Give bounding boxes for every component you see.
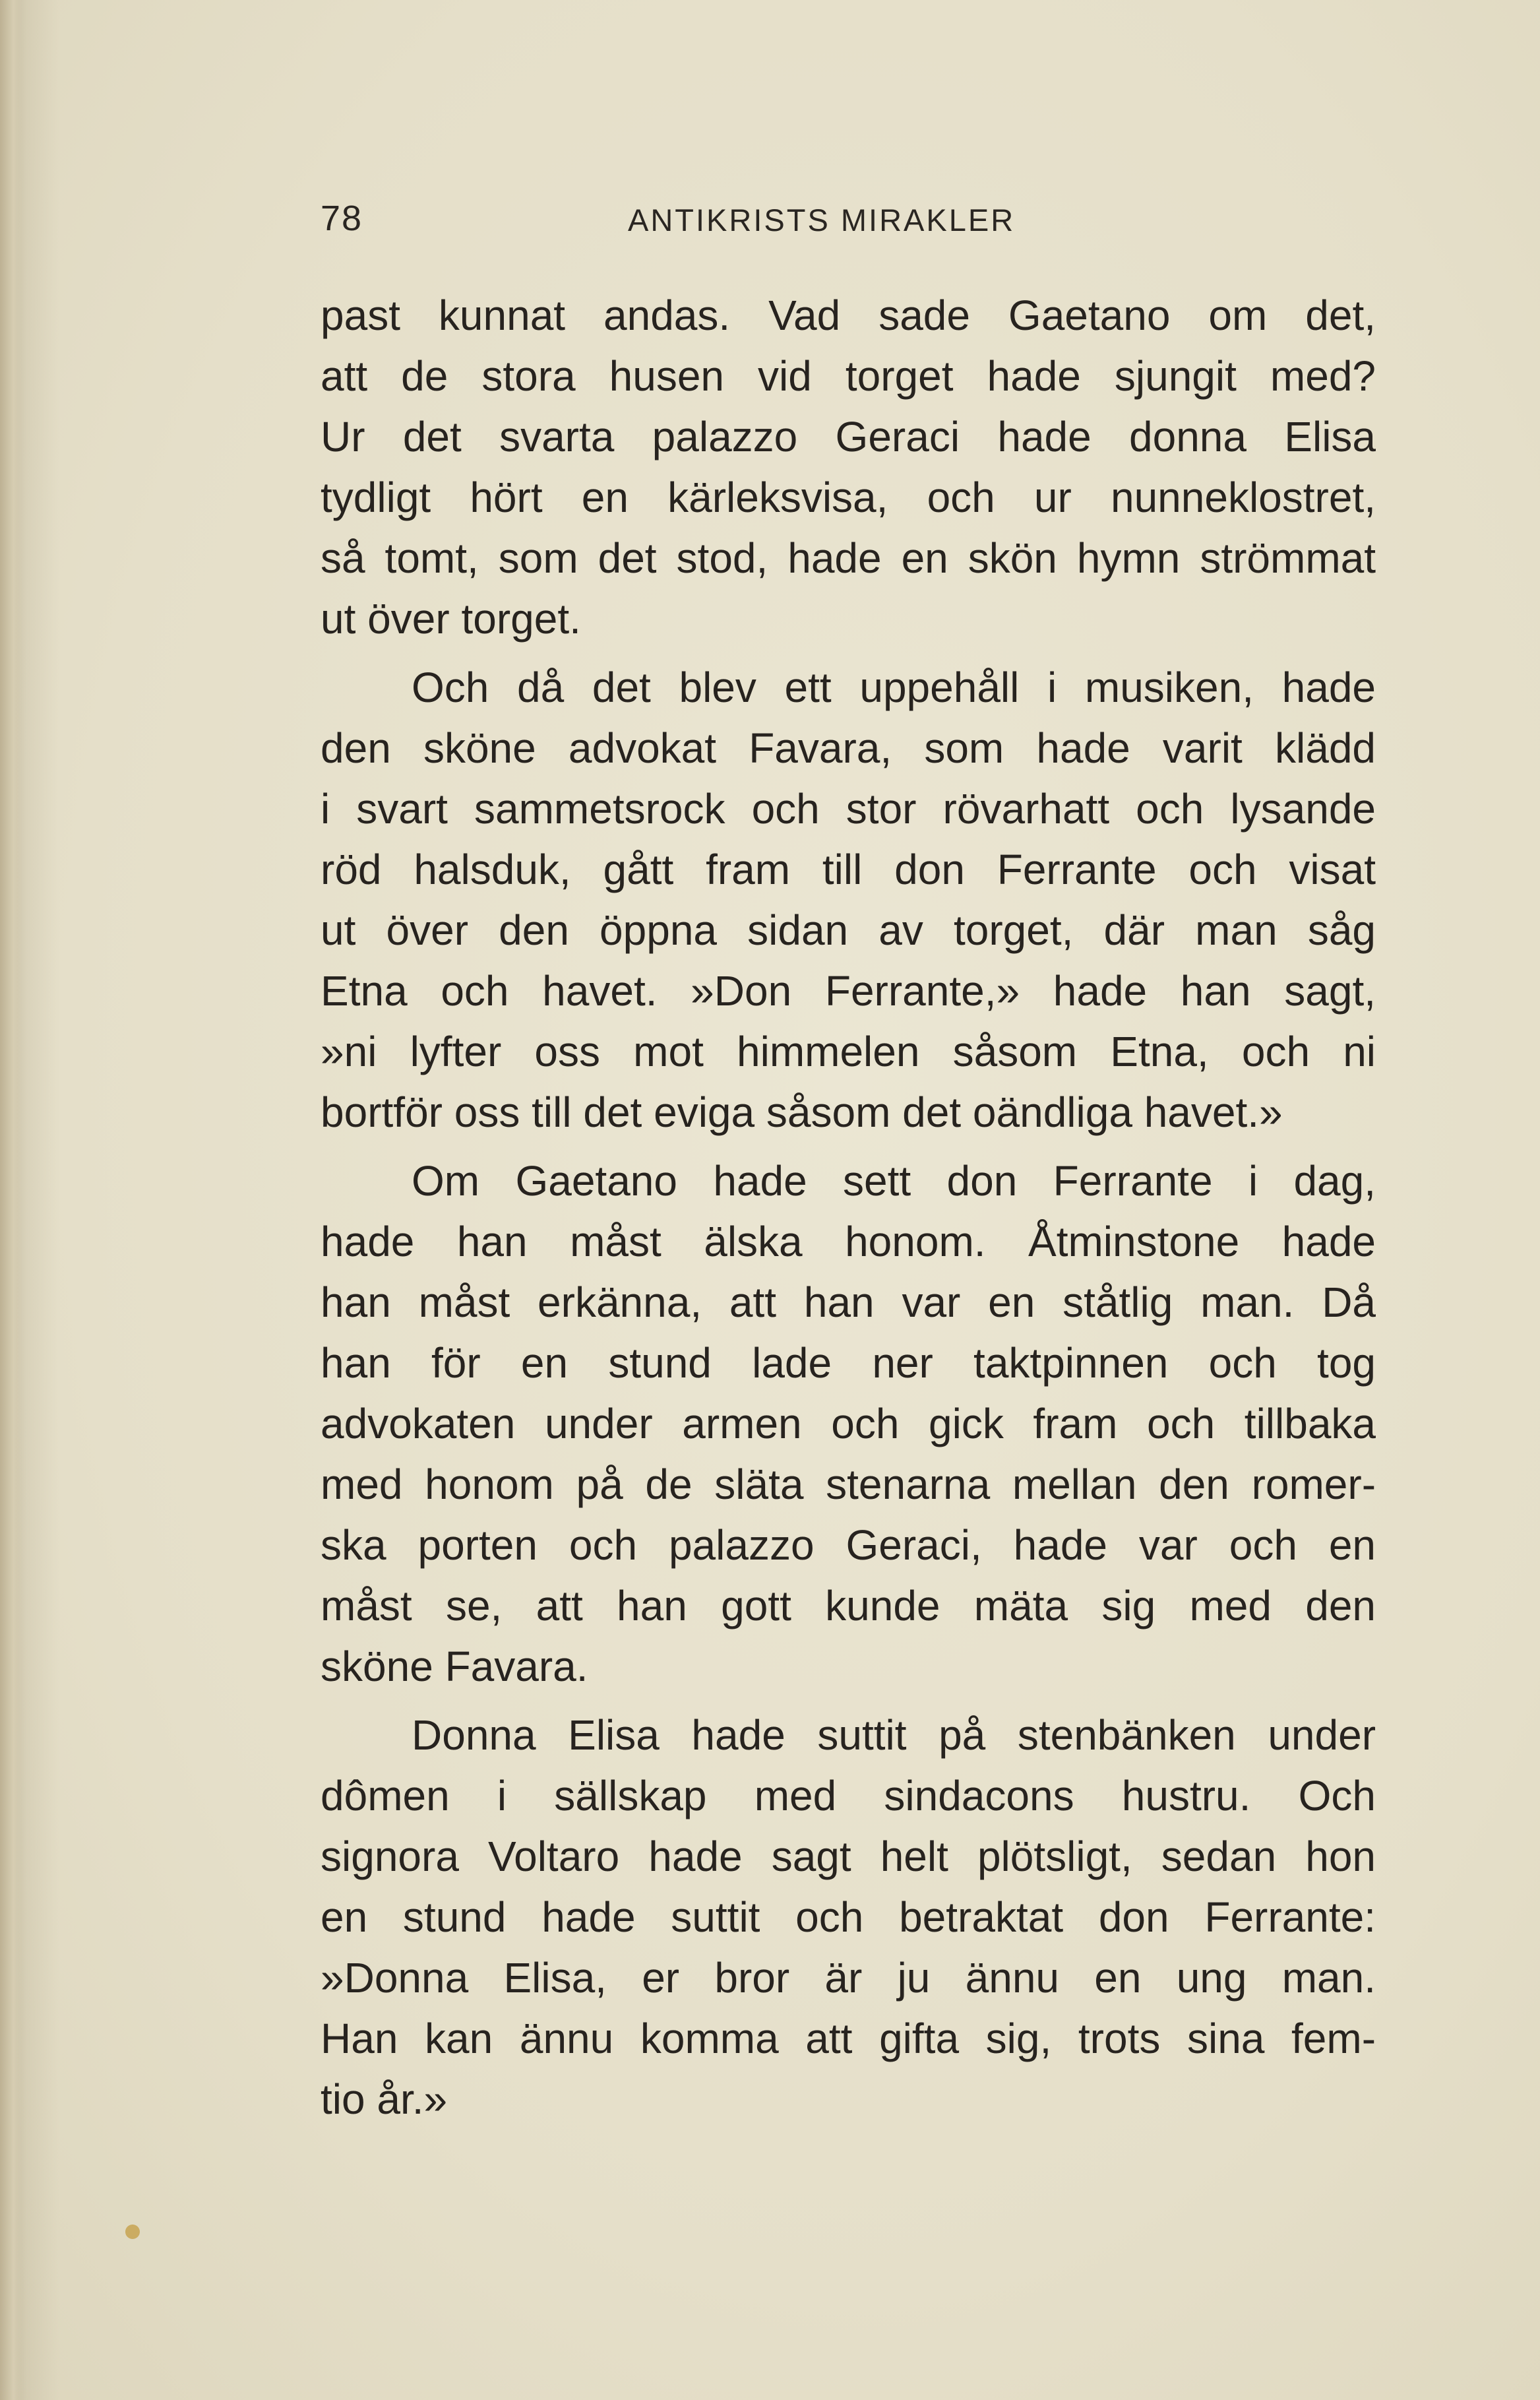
text-line: sköne Favara. bbox=[321, 1643, 588, 1690]
text-line: Om Gaetano hade sett don Ferrante i dag, bbox=[412, 1157, 1376, 1205]
text-line: i svart sammetsrock och stor rövarhatt och lysande bbox=[321, 785, 1376, 833]
text-line: en stund hade suttit och betraktat don Ferrante: bbox=[321, 1893, 1376, 1941]
text-line: past kunnat andas. Vad sade Gaetano om det, bbox=[321, 292, 1376, 339]
page-number: 78 bbox=[321, 199, 363, 238]
paragraph-4 bbox=[321, 1705, 1376, 2130]
binding-edge bbox=[0, 0, 22, 2400]
text-line: dômen i sällskap med sindacons hustru. Och bbox=[321, 1772, 1376, 1819]
text-line: ut över den öppna sidan av torget, där man såg bbox=[321, 906, 1376, 954]
paragraph-1 bbox=[321, 285, 1376, 649]
text-line: bortför oss till det eviga såsom det oändliga havet.» bbox=[321, 1089, 1283, 1136]
text-line: signora Voltaro hade sagt helt plötsligt, sedan hon bbox=[321, 1833, 1376, 1880]
paragraph-3 bbox=[321, 1151, 1376, 1697]
text-line: den sköne advokat Favara, som hade varit klädd bbox=[321, 724, 1376, 772]
text-line: så tomt, som det stod, hade en skön hymn strömmat bbox=[321, 534, 1376, 582]
page-header bbox=[321, 198, 1376, 251]
text-line: att de stora husen vid torget hade sjungit med? bbox=[321, 352, 1376, 400]
text-line: han måst erkänna, att han var en ståtlig man. Då bbox=[321, 1279, 1376, 1326]
text-line: han för en stund lade ner taktpinnen och tog bbox=[321, 1339, 1376, 1387]
body-text bbox=[321, 285, 1376, 2137]
text-line: Etna och havet. »Don Ferrante,» hade han sagt, bbox=[321, 967, 1376, 1015]
text-line: ska porten och palazzo Geraci, hade var och en bbox=[321, 1521, 1376, 1569]
text-line: tydligt hört en kärleksvisa, och ur nunneklostret, bbox=[321, 474, 1376, 521]
text-line: »Donna Elisa, er bror är ju ännu en ung man. bbox=[321, 1954, 1376, 2002]
paragraph-2 bbox=[321, 657, 1376, 1143]
text-line: ut över torget. bbox=[321, 595, 581, 643]
text-line: hade han måst älska honom. Åtminstone hade bbox=[321, 1218, 1376, 1265]
running-title: ANTIKRISTS MIRAKLER bbox=[628, 203, 1016, 237]
text-line: Och då det blev ett uppehåll i musiken, hade bbox=[412, 664, 1376, 711]
text-line: tio år.» bbox=[321, 2075, 448, 2123]
text-line: »ni lyfter oss mot himmelen såsom Etna, och ni bbox=[321, 1028, 1376, 1075]
text-line: Donna Elisa hade suttit på stenbänken under bbox=[412, 1711, 1376, 1759]
text-line: Han kan ännu komma att gifta sig, trots sina fem- bbox=[321, 2015, 1376, 2062]
text-line: Ur det svarta palazzo Geraci hade donna Elisa bbox=[321, 413, 1376, 460]
text-line: måst se, att han gott kunde mäta sig med den bbox=[321, 1582, 1376, 1629]
text-line: röd halsduk, gått fram till don Ferrante och visat bbox=[321, 846, 1376, 893]
text-line: advokaten under armen och gick fram och tillbaka bbox=[321, 1400, 1376, 1447]
text-line: med honom på de släta stenarna mellan den romer- bbox=[321, 1461, 1376, 1508]
paper-stain bbox=[125, 2225, 140, 2239]
